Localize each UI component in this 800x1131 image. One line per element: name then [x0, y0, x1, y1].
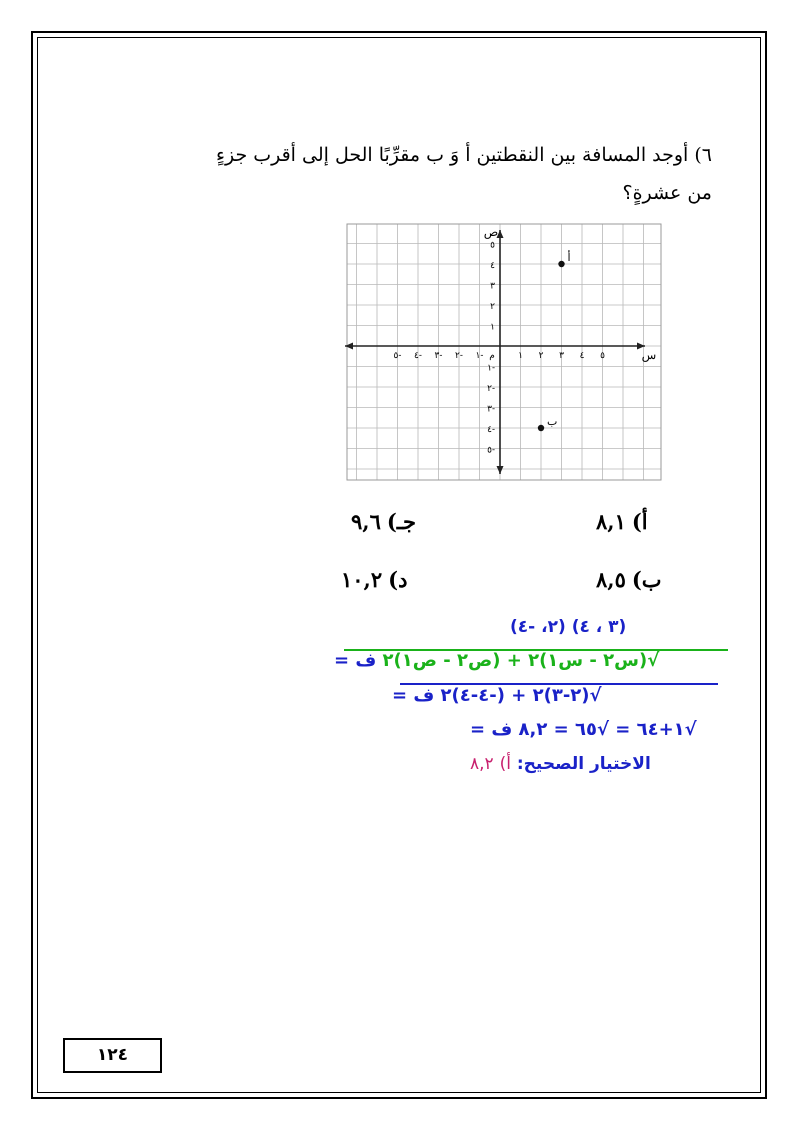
formula-lhs: ف = — [334, 650, 377, 671]
y-axis-label: ص — [483, 225, 499, 239]
y-tick-label: ٣- — [487, 404, 495, 415]
question-line-2: من عشرةٍ؟ — [622, 182, 712, 204]
y-tick-label: ١- — [487, 363, 495, 374]
point-b-marker — [538, 425, 544, 431]
question-text — [152, 136, 712, 212]
answer-letter: أ) — [499, 754, 511, 774]
y-tick-label: ٢- — [487, 384, 495, 394]
choice-d — [341, 567, 407, 592]
graph-points — [538, 250, 571, 431]
y-axis — [497, 230, 504, 474]
y-tick-label: ٤- — [487, 425, 495, 435]
x-axis-label: س — [641, 348, 657, 362]
choice-d-value: ١٠,٢ — [341, 567, 383, 592]
choice-b-letter: ب) — [631, 567, 662, 592]
x-tick-label: ٢- — [455, 351, 463, 361]
y-tick-labels — [487, 241, 495, 456]
x-tick-label: ٣- — [434, 351, 443, 361]
y-tick-label: ٣ — [490, 281, 495, 292]
choice-a-value: ٨,١ — [596, 509, 626, 534]
solution-answer — [470, 754, 651, 774]
coordinate-graph — [345, 222, 665, 484]
solution-step-1 — [392, 685, 602, 706]
point-a-marker — [558, 261, 564, 267]
choice-a — [596, 509, 648, 534]
y-tick-label: ١ — [490, 322, 495, 333]
y-tick-label: ٤ — [490, 261, 495, 271]
choice-a-letter: أ) — [631, 509, 648, 534]
choice-c — [351, 509, 416, 534]
answer-value: ٨,٢ — [470, 754, 494, 774]
point-b-label: ب — [547, 415, 558, 428]
choice-b-value: ٨,٥ — [596, 567, 626, 592]
solution-points: (٣ ، ٤) (٢، -٤) — [510, 617, 627, 637]
choice-d-letter: د) — [388, 567, 408, 592]
x-tick-label: ٤- — [414, 351, 422, 361]
step1-lhs: ف = — [392, 685, 435, 706]
choice-c-letter: جـ) — [386, 509, 416, 534]
x-axis — [345, 343, 645, 350]
step2-lhs: ف = — [470, 719, 513, 740]
point-a-label: أ — [567, 251, 571, 264]
solution-step-2 — [470, 719, 697, 740]
x-tick-label: ٣ — [559, 351, 564, 361]
question-line-1: ٦) أوجد المسافة بين النقطتين أ وَ ب مقرِّبًا الحل إلى أقرب جزءٍ — [216, 144, 712, 166]
choice-b — [596, 567, 662, 592]
formula-rhs: √(س٢ - س١)٢ + (ص٢ - ص١)٢ — [382, 650, 660, 671]
step2-rhs: √١+٦٤ = √٦٥ = ٨,٢ — [518, 719, 697, 740]
choice-c-value: ٩,٦ — [351, 509, 381, 534]
solution-formula — [334, 650, 659, 671]
y-tick-label: ٢ — [490, 302, 495, 312]
y-tick-label: ٥- — [487, 445, 495, 456]
answer-label: الاختيار الصحيح: — [516, 754, 651, 774]
x-tick-label: ٥- — [393, 351, 402, 361]
origin-label: م — [489, 351, 495, 361]
x-tick-label: ٢ — [538, 351, 544, 361]
step1-rhs: √(٢-٣)٢ + (-٤-٤)٢ — [440, 685, 602, 706]
x-tick-label: ٥ — [600, 351, 605, 361]
x-tick-label: ١ — [518, 351, 523, 361]
x-tick-label: ١- — [475, 351, 484, 361]
y-tick-label: ٥ — [490, 240, 495, 251]
page-number-box: ١٢٤ — [63, 1038, 162, 1073]
x-tick-label: ٤ — [579, 351, 585, 361]
